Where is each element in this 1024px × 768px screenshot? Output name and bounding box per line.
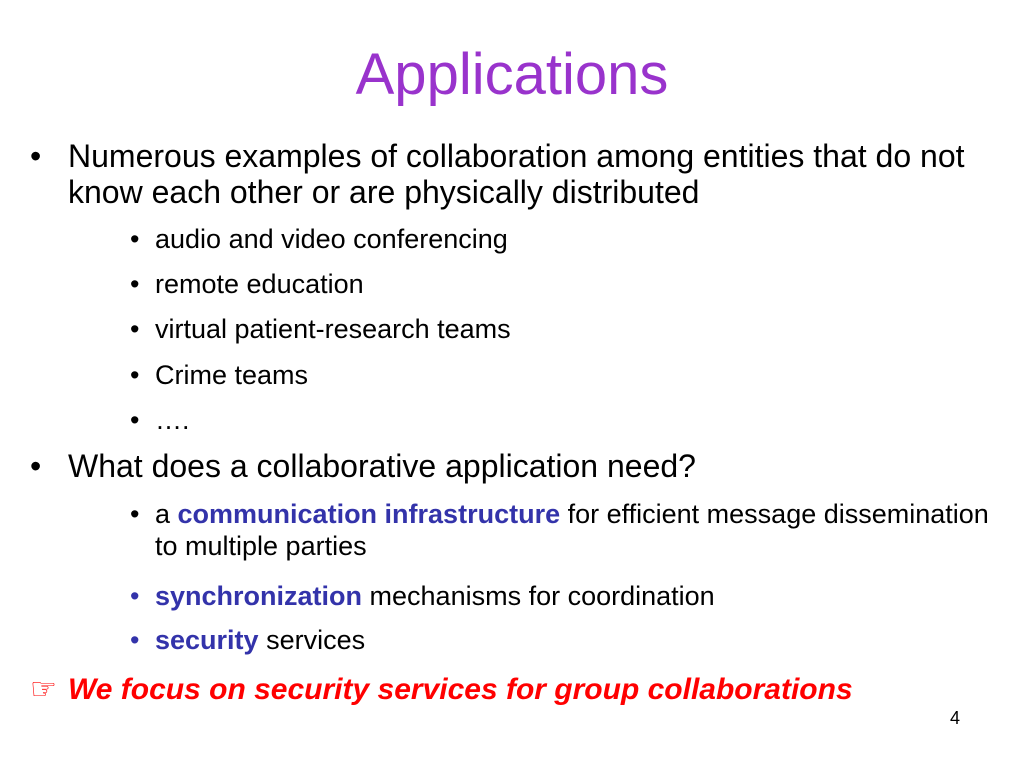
sub-bullet-marker: • — [130, 625, 140, 655]
sub-bullet-suffix: mechanisms for coordination — [362, 581, 715, 611]
bullet-1-text: Numerous examples of collaboration among entities that do not know each other or are physically distributed — [68, 138, 965, 210]
pointing-hand-icon: ☞ — [30, 673, 57, 706]
sub-bullet-text: …. — [155, 405, 190, 435]
sub-bullet-text: audio and video conferencing — [155, 224, 508, 254]
bullet-2-text: What does a collaborative application need? — [68, 448, 696, 484]
sub-bullet-marker: • — [130, 360, 140, 390]
keyword-synchronization: synchronization — [155, 581, 363, 611]
sub-bullet-prefix: a — [155, 499, 178, 529]
sub-bullet-marker: • — [130, 224, 140, 254]
sub-bullet-text: virtual patient-research teams — [155, 314, 511, 344]
keyword-security: security — [155, 625, 259, 655]
slide-title: Applications — [355, 42, 669, 107]
callout-text: We focus on security services for group collaborations — [68, 673, 853, 706]
bullet-marker: • — [30, 138, 42, 174]
sub-bullet-marker: • — [130, 499, 140, 529]
keyword-communication-infrastructure: communication infrastructure — [177, 499, 561, 529]
page-number: 4 — [950, 708, 961, 728]
sub-bullet-suffix: services — [258, 625, 366, 655]
sub-bullet-marker: • — [130, 314, 140, 344]
sub-bullet-text: remote education — [155, 269, 364, 299]
sub-bullet-marker: • — [130, 269, 140, 299]
sub-bullet-marker: • — [130, 581, 140, 611]
bullet-marker: • — [30, 448, 42, 484]
sub-bullet-marker: • — [130, 405, 140, 435]
sub-bullet-text: Crime teams — [155, 360, 309, 390]
sub-bullet-suffix: for efficient message dissemination to multiple parties — [155, 499, 989, 561]
